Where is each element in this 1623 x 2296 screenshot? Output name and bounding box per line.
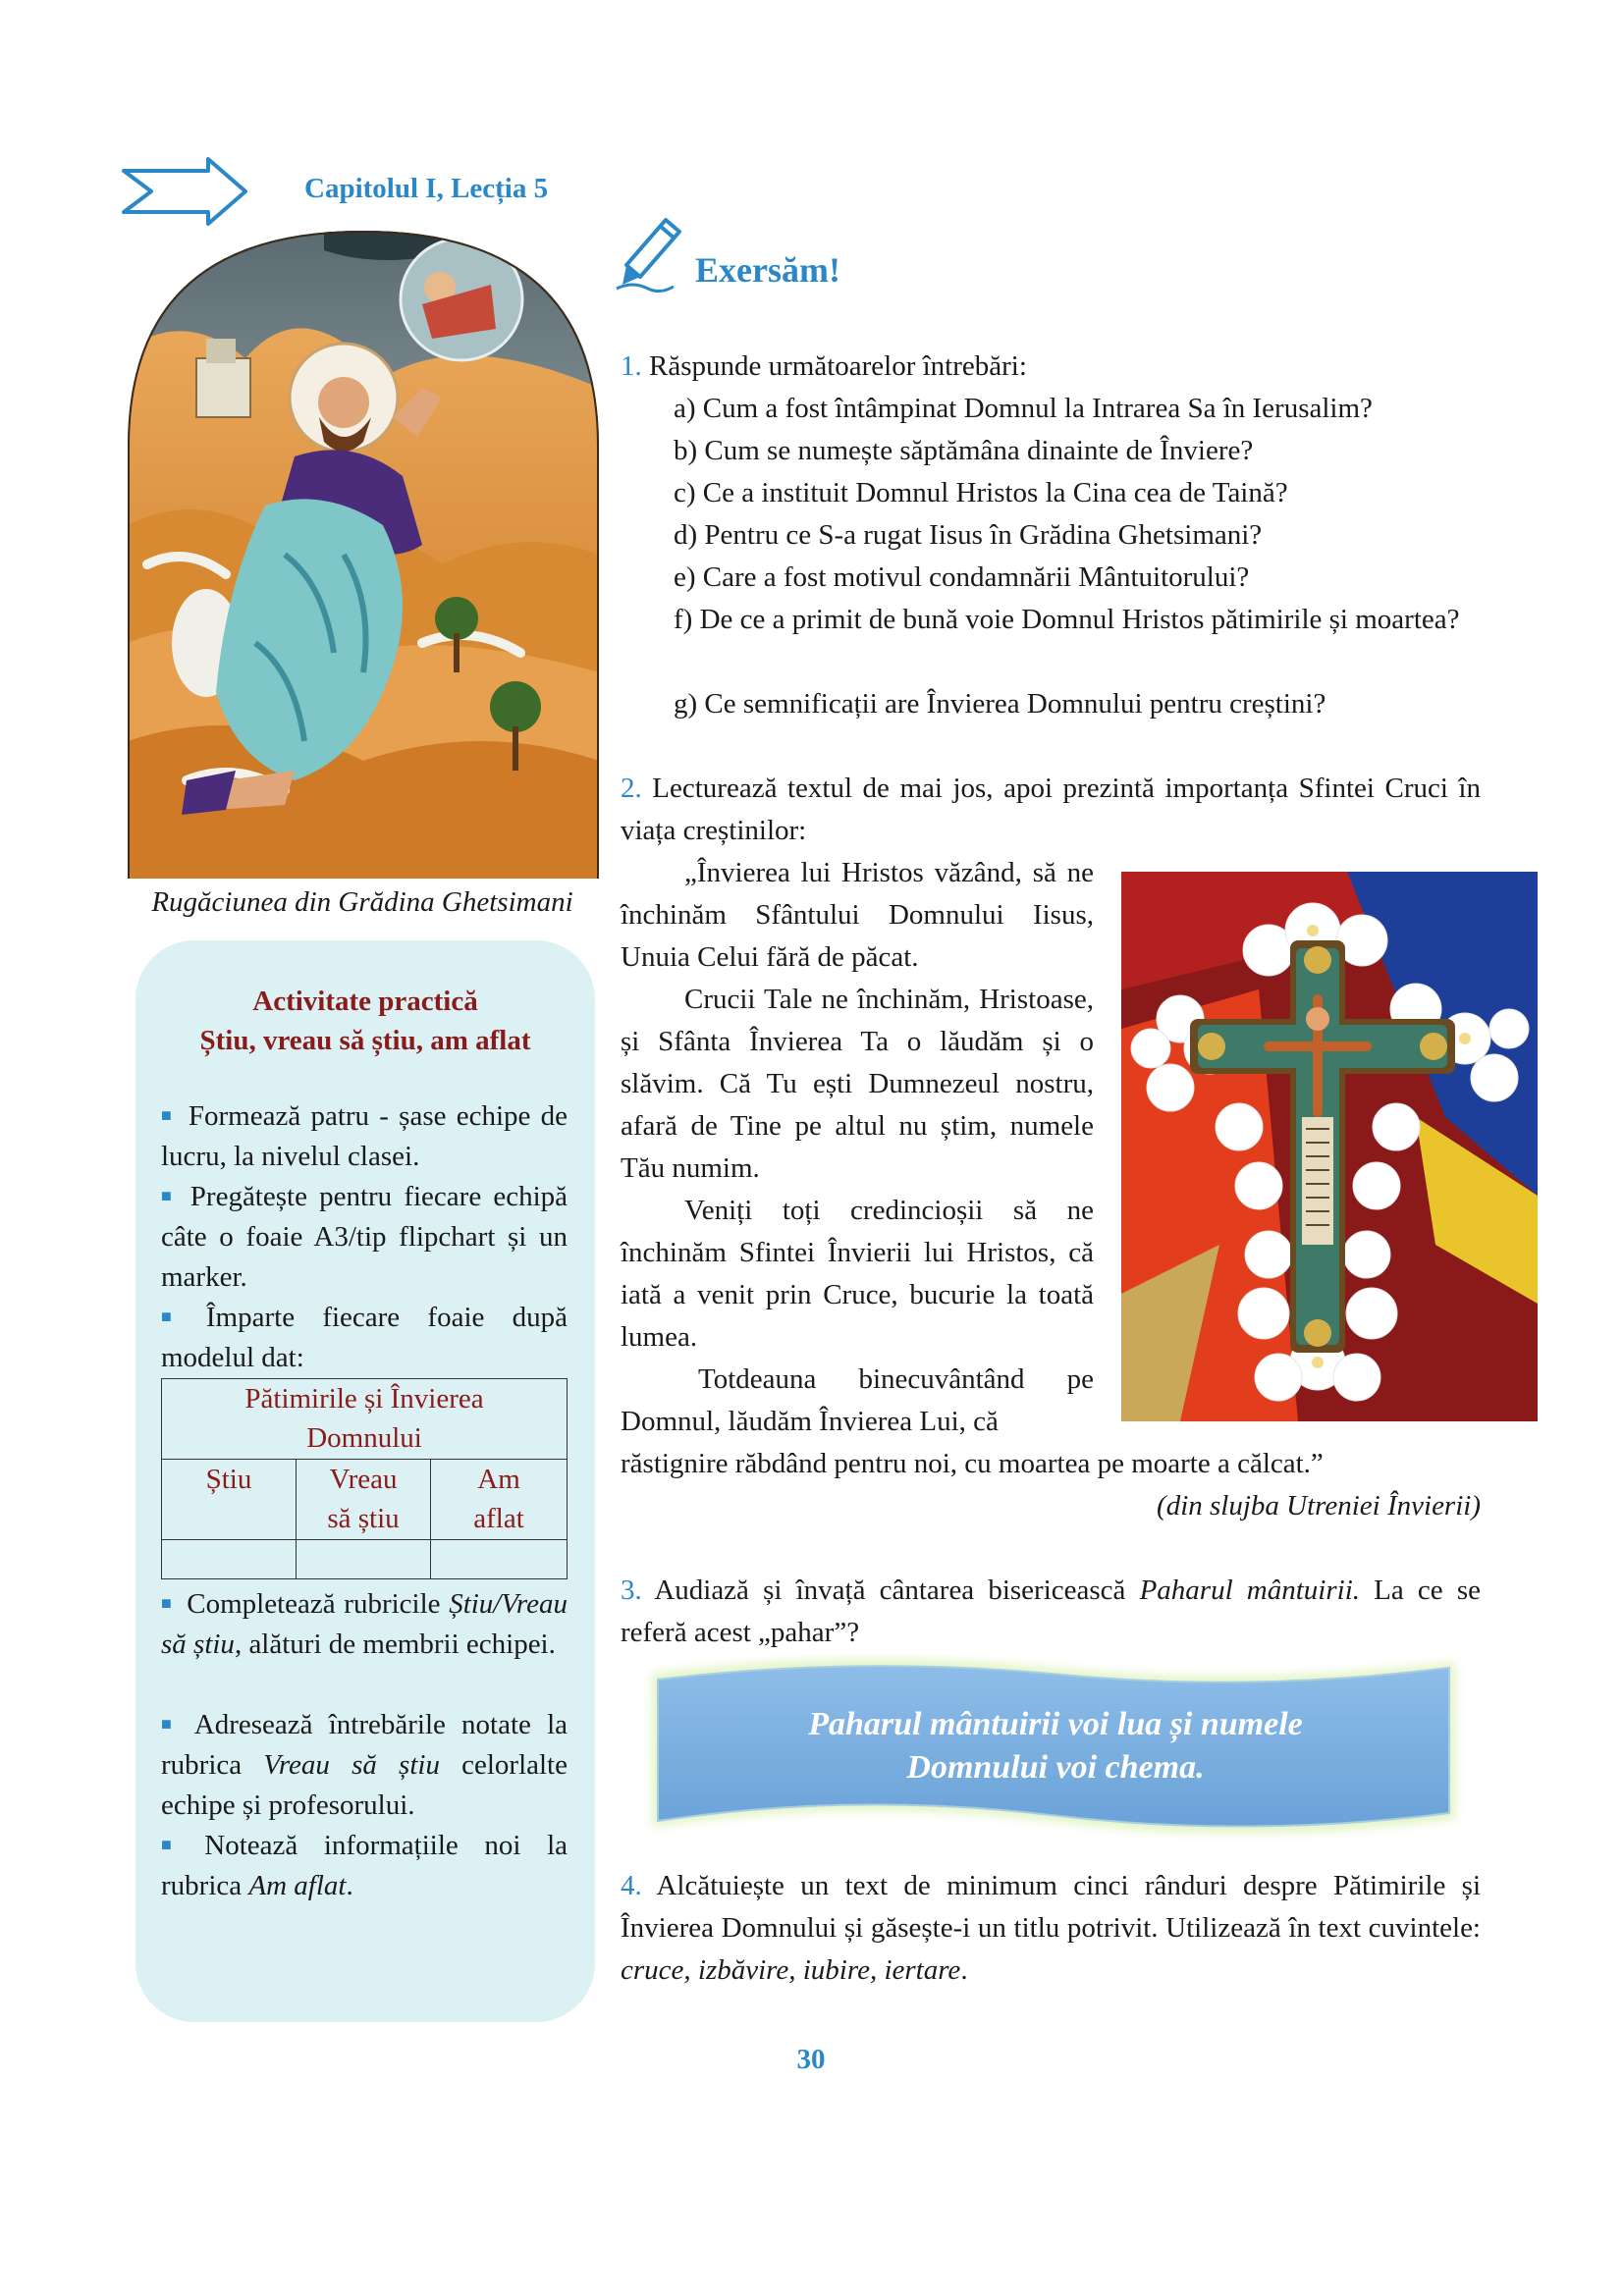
kwl-empty-cell [162, 1540, 297, 1579]
hymn-paragraph: Totdeauna binecuvântând pe Domnul, lăudăm Învierea Lui, că [621, 1363, 1094, 1437]
kwl-empty-cell [297, 1540, 431, 1579]
exercise-title: Exersăm! [695, 250, 840, 290]
activity-step: ■ Formează patru - șase echipe de lucru, la nivelul clasei. [161, 1100, 568, 1172]
image-caption: Rugăciunea din Grădina Ghetsimani [151, 886, 573, 918]
activity-step: ■ Împarte fiecare foaie după modelul dat: [161, 1302, 568, 1373]
kwl-empty-cell [431, 1540, 568, 1579]
question-1-item: b) Cum se numește săptămâna dinainte de Înviere? [674, 435, 1254, 466]
question-3: 3. Audiază și învață cântarea bisericească Paharul mântuirii. La ce se referă acest „pahar”? [621, 1575, 1481, 1648]
activity-step: ■ Completează rubricile Știu/Vreau să știu, alături de membrii echipei. [161, 1588, 568, 1660]
hymn-paragraph: „Învierea lui Hristos văzând, să ne închinăm Sfântului Domnului Iisus, Unuia Celui fără de păcat. [621, 857, 1094, 973]
arrow-right-icon [122, 157, 249, 226]
bullet-icon: ■ [161, 1593, 174, 1613]
chapter-title: Capitolul I, Lecția 5 [304, 173, 549, 204]
hymn-paragraph: Veniți toți credincioșii să ne închinăm Sfintei Învierii lui Hristos, că iată a venit prin Cruce, bucurie la toată lumea. [621, 1195, 1094, 1353]
page-number: 30 [796, 2044, 826, 2075]
kwl-table-header: Pătimirile și Învierea Domnului [162, 1379, 568, 1460]
question-2: 2. Lecturează textul de mai jos, apoi prezintă importanța Sfintei Cruci în viața creștinilor: [621, 773, 1481, 846]
bullet-icon: ■ [161, 1835, 191, 1854]
kwl-column-know: Știu [162, 1460, 297, 1540]
bullet-icon: ■ [161, 1307, 192, 1326]
question-4: 4. Alcătuiește un text de minimum cinci rânduri despre Pătimirile și Învierea Domnului și găsește-i un titlu potrivit. Utilizează în text cuvintele: cruce, izbăvire, iubire, iertare. [621, 1870, 1481, 1986]
activity-title: Activitate practică [252, 986, 478, 1017]
kwl-column-want: Vreau să știu [297, 1460, 431, 1540]
hymn-paragraph: Crucii Tale ne închinăm, Hristoase, și Sfânta Învierea Ta o lăudăm și o slăvim. Că Tu ești Dumnezeul nostru, afară de Tine pe altul nu știm, numele Tău numim. [621, 984, 1094, 1184]
question-1-item: f) De ce a primit de bună voie Domnul Hristos pătimirile și moartea? [674, 604, 1460, 635]
question-1: 1. Răspunde următoarelor întrebări: [621, 350, 1027, 382]
hymn-source: (din slujba Utreniei Învierii) [1157, 1490, 1481, 1522]
resurrection-cross-image [1121, 872, 1538, 1421]
pencil-icon [615, 216, 683, 294]
kwl-column-learned: Am aflat [431, 1460, 568, 1540]
question-1-item: d) Pentru ce S-a rugat Iisus în Grădina Ghetsimani? [674, 519, 1263, 551]
bullet-icon: ■ [161, 1105, 175, 1125]
activity-step: ■ Notează informațiile noi la rubrica Am aflat. [161, 1830, 568, 1901]
question-1-item: a) Cum a fost întâmpinat Domnul la Intrarea Sa în Ierusalim? [674, 393, 1373, 424]
hymn-paragraph-end: răstignire răbdând pentru noi, cu moartea pe moarte a călcat.” [621, 1448, 1324, 1479]
question-1-item: c) Ce a instituit Domnul Hristos la Cina cea de Taină? [674, 477, 1288, 508]
kwl-table [161, 1378, 568, 1579]
activity-step: ■ Adresează întrebările notate la rubrica Vreau să știu celorlalte echipe și profesorului. [161, 1709, 568, 1821]
question-1-item: e) Care a fost motivul condamnării Mântuitorului? [674, 561, 1250, 593]
gethsemane-icon-image [128, 231, 599, 879]
bullet-icon: ■ [161, 1714, 181, 1734]
activity-step: ■ Pregătește pentru fiecare echipă câte o foaie A3/tip flipchart și un marker. [161, 1181, 568, 1293]
hymn-banner-text: Paharul mântuirii voi lua și numele Domnului voi chema. [808, 1706, 1303, 1786]
question-1-item: g) Ce semnificații are Învierea Domnului pentru creștini? [674, 688, 1326, 720]
activity-heading [155, 982, 575, 1060]
bullet-icon: ■ [161, 1186, 177, 1205]
activity-subtitle: Știu, vreau să știu, am aflat [199, 1025, 531, 1056]
